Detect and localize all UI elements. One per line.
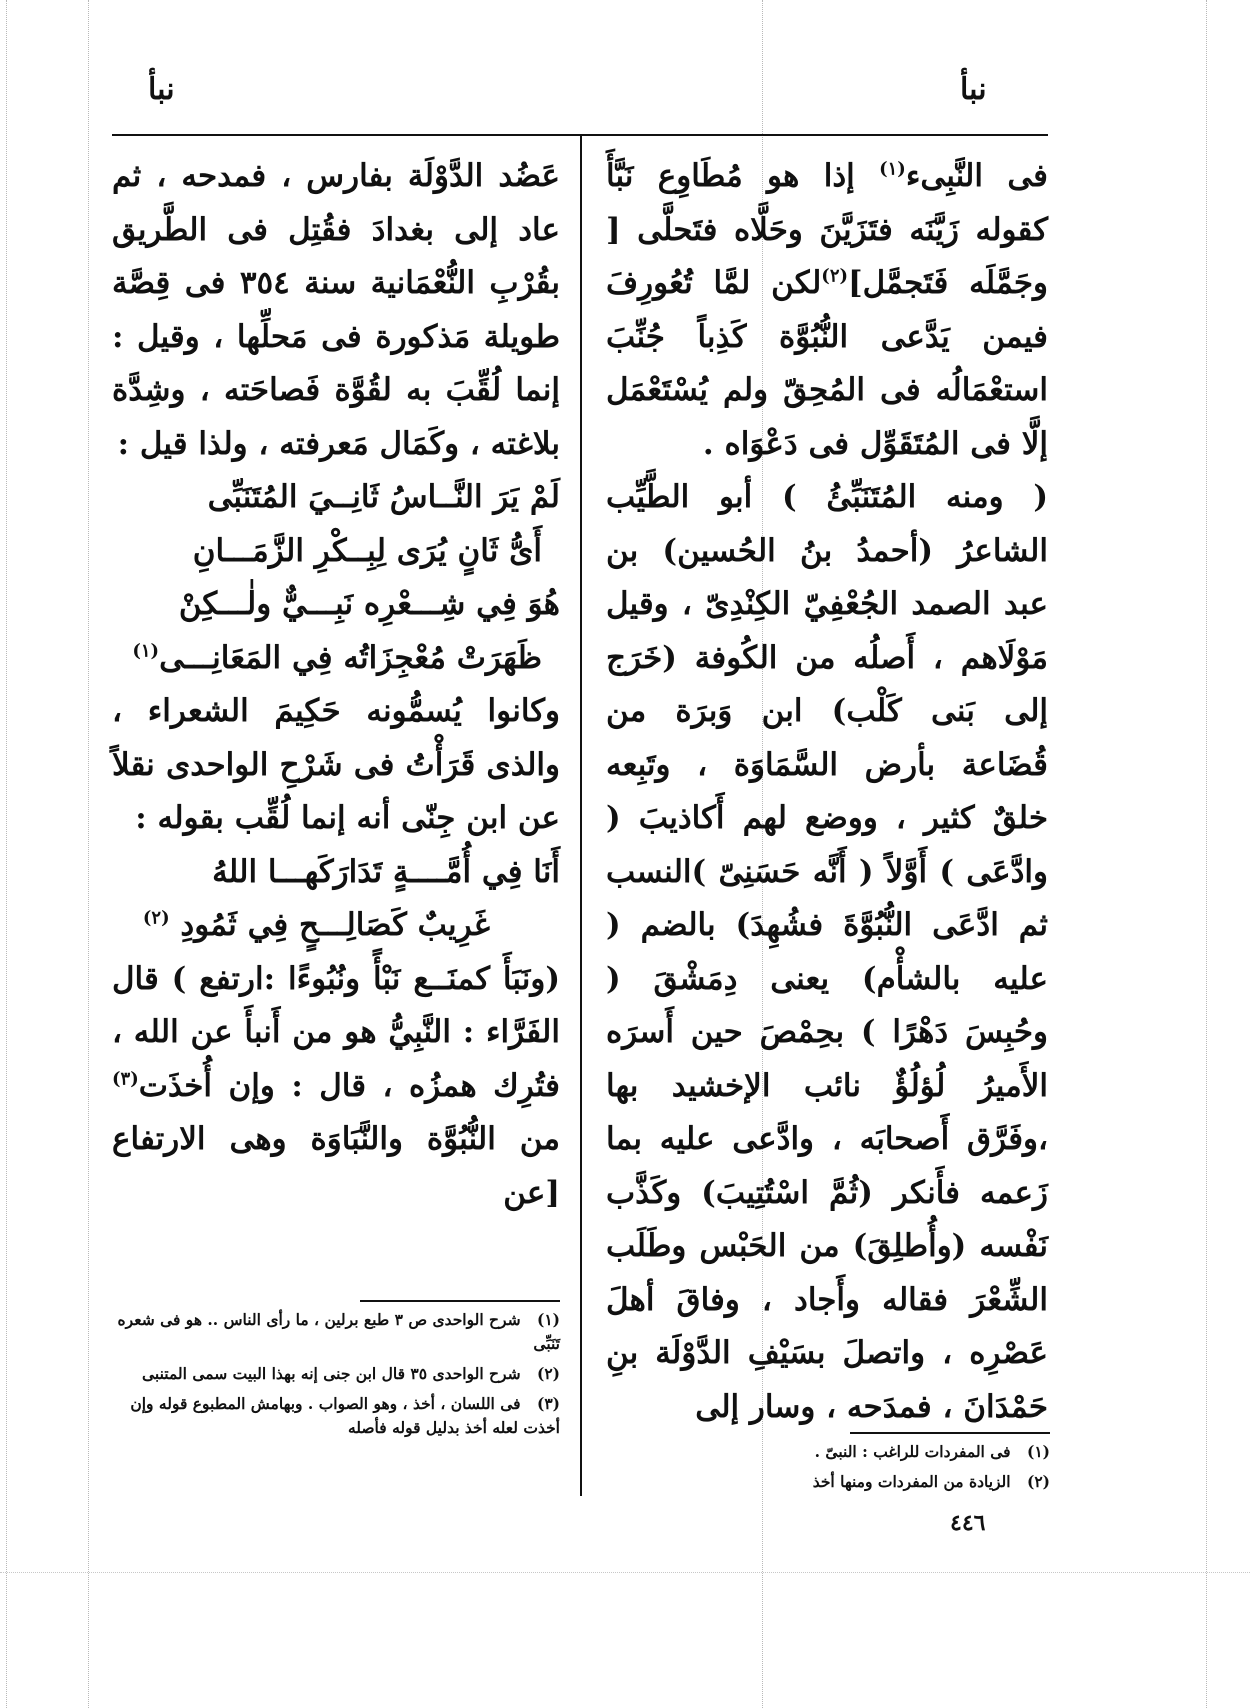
text-run: إذا هو مُطَاوِع نَبَّأَ كقوله زَيَّنَه فتَزَيَّنَ وحَلَّاه فتَحلَّى [ وجَمَّلَه فَتَجمَّل] <box>606 158 1049 301</box>
verse-text: ظَهَرَتْ مُعْجِزَاتُه فِي المَعَانِـــى <box>159 639 542 676</box>
text-run: لكن لمَّا تُعُورِفَ فيمن يَدَّعى النُّبُوَّة كَذِباً جُنِّبَ استعْمَالُه فى المُحِقّ ولم يُسْتَعْمَل إلَّا فى المُتَقَوِّل فى دَعْوَاه . <box>606 265 1048 462</box>
footnote <box>112 1392 560 1440</box>
running-header-left: نبأ <box>148 72 175 107</box>
footnote-number: (١) <box>536 1310 560 1329</box>
footnote-number: (١) <box>1026 1442 1050 1461</box>
verse-line <box>112 899 560 953</box>
footnote-text: الزيادة من المفردات ومنها أخذ <box>812 1472 1011 1491</box>
verse-line <box>112 632 560 686</box>
verse-line: هُوَ فِي شِـــعْرِه نَبِـــيٌّ ولٰـــكِنْ <box>178 586 560 622</box>
scan-guide-line <box>1206 0 1207 1708</box>
footnote-mark: (٣) <box>112 1068 139 1090</box>
text-run: من النُّبُوَّة والنَّبَاوَة وهى الارتفاع [عن <box>112 1121 560 1211</box>
text-run: فى النَّبِىء <box>905 158 1048 194</box>
footnote-text: شرح الواحدى ص ٣ طبع برلين ، ما رأى الناس .. هو فى شعره تَنَبِّى <box>117 1310 560 1353</box>
right-column-text <box>606 150 1048 471</box>
verse-line: أَىُّ ثَانٍ يُرَى لِبِــكْرِ الزَّمَـــانِ <box>192 532 542 569</box>
footnotes-left <box>112 1308 560 1446</box>
footnote <box>112 1362 560 1386</box>
page-number: ٤٤٦ <box>950 1510 986 1536</box>
footnote <box>790 1440 1050 1464</box>
text-run: (ونَبَأَ كمنَــع نَبْأً ونُبُوءًا :ارتفع ) قال الفَرَّاء : النَّبِيُّ هو من أَنبأَ عن الله ، فتُرِك همزُه ، قال : وإن أُخذَت <box>112 960 560 1104</box>
footnote <box>112 1308 560 1356</box>
footnotes-right <box>790 1440 1050 1500</box>
footnote-number: (٢) <box>536 1364 560 1383</box>
footnote <box>790 1470 1050 1494</box>
footnote-mark: (٢) <box>821 265 849 287</box>
footnote-mark: (٢) <box>142 907 170 929</box>
right-column <box>606 150 1048 1434</box>
verse-line: لَمْ يَرَ النَّــاسُ ثَانِــيَ المُتَنَبِّى <box>207 479 560 515</box>
footnote-number: (٢) <box>1026 1472 1050 1491</box>
footnote-text: فى المفردات للراغب : النبىّ . <box>814 1442 1011 1461</box>
running-header-right: نبأ <box>960 72 987 107</box>
footnote-mark: (١) <box>132 640 160 662</box>
footnote-mark: (١) <box>879 158 906 180</box>
right-column-paragraph: ( ومنه المُتَنَبِّئُ ) أبو الطَّيِّب الشاعرُ (أحمدُ بنُ الحُسين) بن عبد الصمد الجُعْفِيّ الكِنْدِىّ ، وقيل مَوْلَاهم ، أَصلُه من الكُوفة (خَرَج إلى بَنى كَلْب) ابن وَبرَة من قُضَاعة بأرض السَّمَاوَة ، وتَبِعه خلقٌ كثير ، ووضع لهم أَكاذيبَ ( وادَّعَى ) أَوَّلاً ( أَنَّه حَسَنِىّ )النسب ثم ادَّعَى النُّبُوَّةَ فشُهِدَ) بالضم ( عليه بالشأْم) يعنى دِمَشْقَ ( وحُبِسَ دَهْرًا ) بحِمْصَ حين أَسرَه الأَميرُ لُؤلُؤٌ نائب الإخشيد بها ،وفَرَّق أَصحابَه ، وادَّعى عليه بما زَعمه فأَنكر (ثُمَّ اسْتُتِيبَ) وكَذَّب نَفْسه (وأُطلِقَ) من الحَبْس وطَلَب الشِّعْرَ فقاله وأَجاد ، وفاقَ أهلَ عَصْرِه ، واتصلَ بسَيْفِ الدَّوْلَة بنِ حَمْدَانَ ، فمدَحه ، وسار إلى <box>606 479 1048 1425</box>
footnote-rule <box>360 1300 560 1302</box>
left-column-paragraph <box>112 953 560 1221</box>
column-divider <box>580 136 582 1496</box>
scan-guide-line <box>0 1572 1250 1573</box>
left-column-paragraph: وكانوا يُسمُّونه حَكِيمَ الشعراء ، والذى قَرَأْتُ فى شَرْحِ الواحدى نقلاً عن ابن جِنّى أنه إنما لُقِّب بقوله : <box>112 693 560 836</box>
left-column-paragraph: عَضُد الدَّوْلَة بفارس ، فمدحه ، ثم عاد إلى بغدادَ فقُتِل فى الطَّريق بقُرْبِ النُّعْمَانية سنة ٣٥٤ فى قِصَّة طويلة مَذكورة فى مَحلِّها ، وقيل : إنما لُقِّبَ به لقُوَّة فَصاحَته ، وشِدَّة بلاغته ، وكَمَال مَعرفته ، ولذا قيل : <box>112 158 560 462</box>
footnote-text: شرح الواحدى ٣٥ قال ابن جنى إنه بهذا البيت سمى المتنبى <box>142 1364 521 1383</box>
footnote-rule <box>850 1432 1050 1434</box>
verse-text: غَرِيبٌ كَصَالِـــحٍ فِي ثَمُودِ <box>180 907 490 943</box>
scan-guide-line <box>88 0 89 1708</box>
scan-guide-line <box>6 0 7 1708</box>
footnote-number: (٣) <box>536 1394 560 1413</box>
verse-line: أَنَا فِي أُمَّــــةٍ تَدَارَكَهـــا اللهُ <box>212 853 560 890</box>
left-column <box>112 150 560 1220</box>
footnote-text: فى اللسان ، أخذ ، وهو الصواب . وبهامش المطبوع قوله وإن أخذت لعله أخذ بدليل قوله فأصله <box>130 1394 560 1437</box>
